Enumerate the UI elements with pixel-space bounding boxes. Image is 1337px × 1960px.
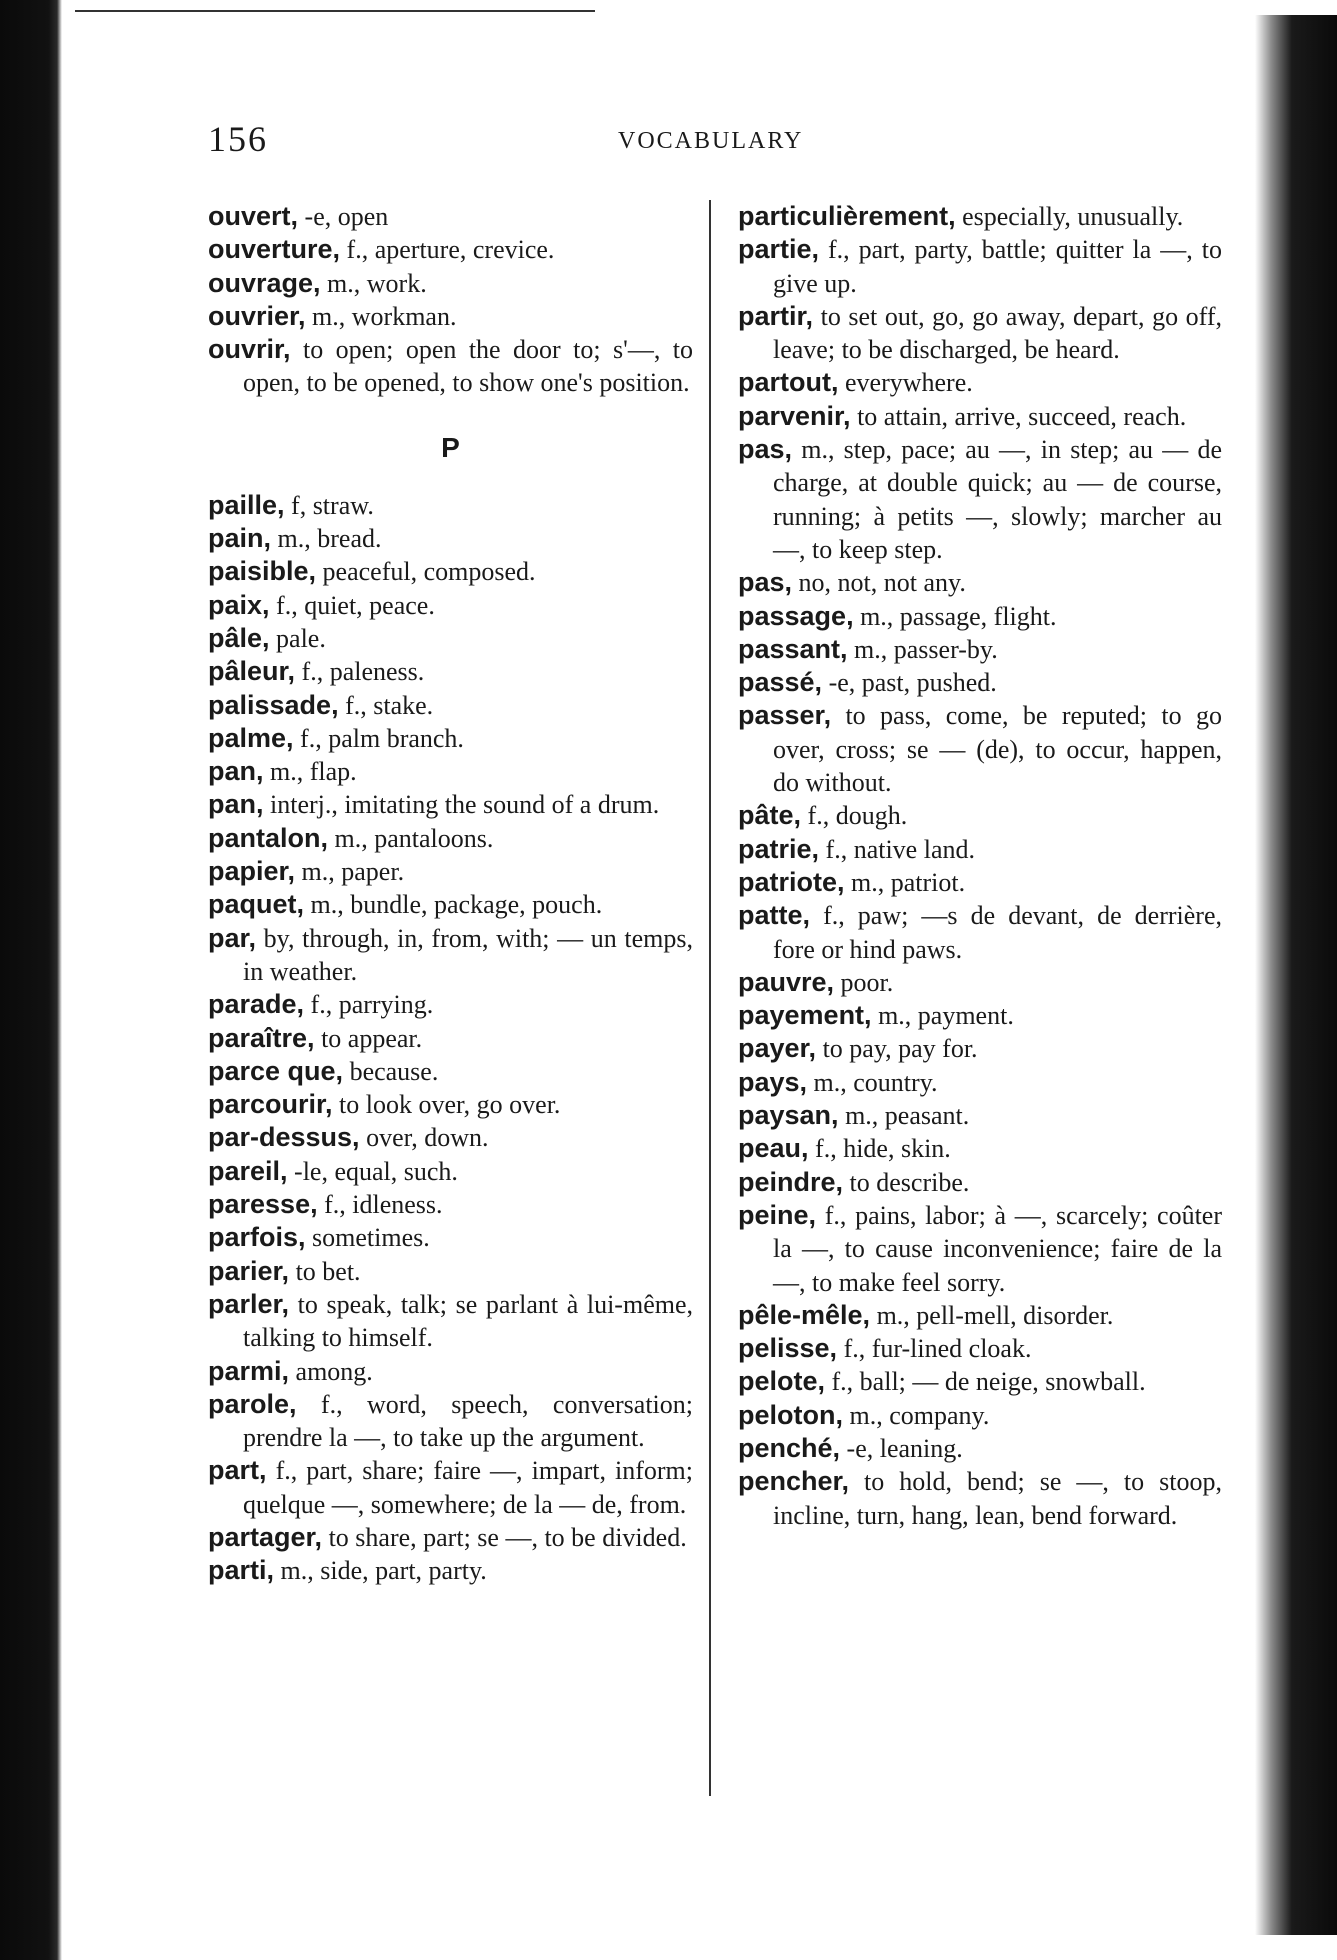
entry-definition: -e, past, pushed.: [822, 668, 997, 698]
entry-headword: pêle-mêle,: [738, 1299, 871, 1330]
entry-definition: f., stake.: [338, 690, 434, 720]
entry-definition: f., palm branch.: [293, 723, 464, 753]
left-column: [208, 200, 693, 1588]
vocab-entry: [208, 1221, 693, 1254]
entry-headword: pas,: [738, 567, 793, 598]
vocab-entry: [738, 666, 1222, 699]
entry-headword: paresse,: [208, 1189, 318, 1220]
vocab-entry: [738, 600, 1222, 633]
vocab-entry: [208, 300, 693, 333]
vocab-entry: [738, 1332, 1222, 1365]
entry-headword: pan,: [208, 756, 264, 787]
entry-definition: to describe.: [843, 1167, 970, 1197]
vocab-entry: [738, 233, 1222, 300]
vocab-entry: [208, 622, 693, 655]
entry-headword: parole,: [208, 1388, 297, 1419]
vocab-entry: [208, 888, 693, 921]
entry-definition: sometimes.: [305, 1223, 430, 1253]
vocab-entry: [738, 200, 1222, 233]
entry-headword: passé,: [738, 667, 823, 698]
entry-headword: pâleur,: [208, 656, 296, 687]
entry-definition: to set out, go, go away, depart, go off, leave; to be discharged, be heard.: [773, 301, 1222, 365]
vocab-entry: [208, 589, 693, 622]
entry-headword: par-dessus,: [208, 1122, 360, 1153]
entry-definition: f., word, speech, conversation; prendre la —, to take up the argument.: [243, 1389, 693, 1453]
entry-definition: interj., imitating the sound of a drum.: [263, 790, 660, 820]
entry-definition: m., work.: [320, 268, 427, 298]
entry-definition: f., part, share; faire —, impart, inform; quelque —, somewhere; de la — de, from.: [243, 1456, 693, 1519]
entry-headword: payer,: [738, 1033, 817, 1064]
entry-definition: among.: [289, 1356, 373, 1386]
entry-definition: m., passer-by.: [847, 634, 998, 664]
vocab-entry: [208, 233, 693, 266]
running-title: VOCABULARY: [618, 128, 804, 154]
entry-headword: par,: [208, 922, 257, 953]
vocab-entry: [208, 1155, 693, 1188]
entry-headword: parler,: [208, 1288, 290, 1319]
scan-right-edge: [1255, 15, 1337, 1935]
entry-headword: payement,: [738, 1000, 872, 1031]
entry-definition: m., passage, flight.: [853, 601, 1057, 631]
right-entries: [738, 200, 1222, 1532]
entry-definition: to pay, pay for.: [816, 1034, 978, 1064]
entry-headword: partout,: [738, 367, 839, 398]
vocab-entry: [738, 866, 1222, 899]
entry-headword: pan,: [208, 789, 264, 820]
vocab-entry: [208, 267, 693, 300]
entry-headword: pareil,: [208, 1155, 288, 1186]
entry-headword: parfois,: [208, 1222, 306, 1253]
entry-headword: peloton,: [738, 1399, 843, 1430]
vocab-entry: [738, 899, 1222, 966]
vocab-entry: [738, 1432, 1222, 1465]
entry-headword: pâle,: [208, 622, 270, 653]
entry-definition: to open; open the door to; s'—, to open, to be opened, to show one's position.: [243, 335, 693, 398]
entry-definition: everywhere.: [838, 368, 973, 398]
entry-headword: passant,: [738, 633, 848, 664]
entry-definition: poor.: [834, 967, 894, 997]
entry-headword: ouvrir,: [208, 334, 291, 365]
vocab-entry: [738, 966, 1222, 999]
entry-headword: pelote,: [738, 1366, 826, 1397]
section-letter: P: [441, 431, 460, 463]
entry-headword: partie,: [738, 234, 820, 265]
entry-headword: patriote,: [738, 866, 845, 897]
entry-headword: parti,: [208, 1555, 275, 1586]
vocab-entry: [208, 655, 693, 688]
vocab-entry: [738, 1066, 1222, 1099]
entry-headword: patrie,: [738, 833, 820, 864]
entry-definition: m., side, part, party.: [274, 1556, 487, 1586]
entry-definition: over, down.: [359, 1123, 489, 1153]
vocab-entry: [738, 1199, 1222, 1299]
scan-top-rule: [75, 10, 595, 12]
entry-headword: ouvert,: [208, 201, 299, 231]
vocab-entry: [738, 799, 1222, 832]
vocab-entry: [208, 1288, 693, 1355]
entry-headword: palme,: [208, 722, 294, 753]
entry-definition: to attain, arrive, succeed, reach.: [850, 401, 1187, 431]
entry-definition: m., paper.: [295, 857, 405, 887]
vocab-entry: [738, 1132, 1222, 1165]
entry-headword: pâte,: [738, 800, 802, 831]
vocab-entry: [208, 1454, 693, 1521]
entry-definition: to speak, talk; se parlant à lui-même, talking to himself.: [243, 1289, 693, 1353]
entry-definition: to look over, go over.: [332, 1090, 561, 1120]
entry-definition: to share, part; se —, to be divided.: [322, 1522, 687, 1552]
entry-headword: part,: [208, 1455, 267, 1486]
entry-headword: pelisse,: [738, 1333, 838, 1364]
entry-headword: paille,: [208, 489, 285, 520]
vocab-entry: [208, 1355, 693, 1388]
vocab-entry: [208, 1554, 693, 1587]
entry-definition: especially, unusually.: [955, 202, 1184, 231]
entry-definition: no, not, not any.: [792, 568, 966, 598]
entry-headword: pays,: [738, 1066, 808, 1097]
entry-definition: f., pains, labor; à —, scarcely; coûter la —, to cause inconvenience; faire de la —, to make feel sorry.: [773, 1200, 1222, 1297]
entry-headword: paraître,: [208, 1022, 315, 1053]
vocab-entry: [738, 1399, 1222, 1432]
vocab-entry: [208, 333, 693, 400]
entry-headword: pantalon,: [208, 822, 328, 853]
entry-definition: f., part, party, battle; quitter la —, to give up.: [773, 235, 1222, 298]
vocab-entry: [738, 699, 1222, 799]
vocab-entry: [208, 489, 693, 522]
vocab-entry: [208, 522, 693, 555]
vocab-entry: [208, 788, 693, 821]
entry-headword: partager,: [208, 1521, 323, 1552]
vocab-entry: [738, 1299, 1222, 1332]
entry-definition: m., country.: [807, 1067, 938, 1097]
vocab-entry: [208, 1022, 693, 1055]
vocab-entry: [208, 922, 693, 989]
entry-definition: f., aperture, crevice.: [340, 235, 555, 265]
vocab-entry: [738, 433, 1222, 566]
vocab-entry: [208, 755, 693, 788]
entry-definition: f., fur-lined cloak.: [837, 1334, 1032, 1364]
entry-definition: m., patriot.: [844, 867, 966, 897]
entry-headword: passer,: [738, 700, 832, 731]
vocab-entry: [208, 822, 693, 855]
entry-definition: -e, open: [298, 202, 389, 231]
column-divider: [709, 200, 711, 1796]
entry-headword: peindre,: [738, 1166, 844, 1197]
entry-headword: parier,: [208, 1255, 290, 1286]
vocab-entry: [208, 722, 693, 755]
vocab-entry: [208, 855, 693, 888]
entry-headword: ouvrage,: [208, 267, 321, 298]
vocab-entry: [738, 833, 1222, 866]
entry-headword: patte,: [738, 900, 811, 931]
entry-headword: parvenir,: [738, 400, 851, 431]
entry-headword: paquet,: [208, 889, 305, 920]
vocab-entry: [208, 1521, 693, 1554]
entry-headword: partir,: [738, 300, 814, 331]
vocab-entry: [738, 1365, 1222, 1398]
vocab-entry: [208, 1055, 693, 1088]
entry-definition: because.: [343, 1056, 439, 1086]
entry-headword: parcourir,: [208, 1089, 333, 1120]
entry-definition: m., flap.: [263, 757, 357, 787]
vocab-entry: [738, 1032, 1222, 1065]
entry-definition: m., payment.: [871, 1001, 1014, 1031]
vocab-entry: [208, 1255, 693, 1288]
vocab-entry: [738, 400, 1222, 433]
entry-definition: f., ball; — de neige, snowball.: [825, 1367, 1146, 1397]
entry-definition: m., bread.: [271, 524, 382, 554]
entry-definition: to appear.: [314, 1023, 423, 1053]
page-number: 156: [208, 119, 268, 159]
entry-headword: paix,: [208, 589, 270, 620]
entry-definition: m., workman.: [305, 301, 457, 331]
entry-headword: pain,: [208, 523, 272, 554]
entry-headword: peau,: [738, 1133, 809, 1164]
vocab-entry: [208, 200, 693, 233]
right-column: [738, 200, 1222, 1532]
entry-definition: m., step, pace; au —, in step; au — de charge, at double quick; au — de course, running; à petits —, slowly; marcher au —, to keep step.: [773, 435, 1222, 564]
entry-headword: parce que,: [208, 1055, 344, 1086]
vocab-entry: [738, 366, 1222, 399]
vocab-entry: [208, 1088, 693, 1121]
entry-definition: f., parrying.: [304, 990, 434, 1020]
entry-definition: m., bundle, package, pouch.: [304, 890, 603, 920]
entry-headword: palissade,: [208, 689, 339, 720]
entry-definition: to pass, come, be reputed; to go over, cross; se — (de), to occur, happen, do without.: [773, 701, 1222, 798]
vocab-entry: [208, 1121, 693, 1154]
entry-headword: parade,: [208, 989, 305, 1020]
entry-headword: papier,: [208, 856, 296, 887]
entry-definition: f., dough.: [801, 801, 908, 831]
vocab-entry: [738, 1465, 1222, 1532]
vocab-entry: [738, 633, 1222, 666]
entry-definition: f, straw.: [284, 490, 374, 520]
entry-definition: f., idleness.: [317, 1190, 443, 1220]
vocab-entry: [208, 689, 693, 722]
scan-left-edge: [0, 0, 62, 1960]
vocab-entry: [208, 988, 693, 1021]
entry-definition: m., company.: [842, 1400, 990, 1430]
entry-definition: by, through, in, from, with; — un temps, in weather.: [243, 923, 693, 986]
entry-headword: penché,: [738, 1432, 841, 1463]
entry-definition: f., native land.: [819, 834, 975, 864]
entry-definition: to bet.: [289, 1256, 361, 1286]
vocab-entry: [738, 1099, 1222, 1132]
left-entries-before: [208, 200, 693, 400]
vocab-entry: [208, 1188, 693, 1221]
entry-definition: -le, equal, such.: [287, 1156, 458, 1186]
entry-headword: ouverture,: [208, 234, 341, 265]
entry-headword: peine,: [738, 1199, 817, 1230]
entry-headword: parmi,: [208, 1355, 290, 1386]
entry-definition: f., hide, skin.: [808, 1134, 951, 1164]
vocab-entry: [208, 1388, 693, 1455]
vocab-entry: [738, 300, 1222, 367]
entry-definition: peaceful, composed.: [316, 557, 536, 587]
entry-definition: f., paleness.: [295, 657, 425, 687]
entry-definition: f., quiet, peace.: [269, 590, 435, 620]
entry-headword: pas,: [738, 434, 793, 465]
entry-definition: f., paw; —s de devant, de derrière, fore or hind paws.: [773, 901, 1222, 964]
vocab-entry: [208, 555, 693, 588]
page-header: [208, 118, 1037, 168]
vocab-entry: [738, 1166, 1222, 1199]
entry-headword: paisible,: [208, 556, 317, 587]
entry-definition: m., pell-mell, disorder.: [870, 1300, 1114, 1330]
entry-headword: pauvre,: [738, 966, 835, 997]
entry-definition: m., pantaloons.: [328, 823, 494, 853]
entry-headword: passage,: [738, 600, 854, 631]
entry-definition: -e, leaning.: [840, 1433, 963, 1463]
entry-headword: paysan,: [738, 1100, 839, 1131]
left-entries-after: [208, 489, 693, 1588]
entry-definition: m., peasant.: [838, 1101, 970, 1131]
vocab-entry: [738, 566, 1222, 599]
entry-definition: to hold, bend; se —, to stoop, incline, turn, hang, lean, bend forward.: [773, 1467, 1222, 1530]
entry-headword: particulièrement,: [738, 201, 956, 231]
vocab-entry: [738, 999, 1222, 1032]
entry-definition: pale.: [269, 623, 326, 653]
entry-headword: pencher,: [738, 1466, 850, 1497]
entry-headword: ouvrier,: [208, 300, 306, 331]
